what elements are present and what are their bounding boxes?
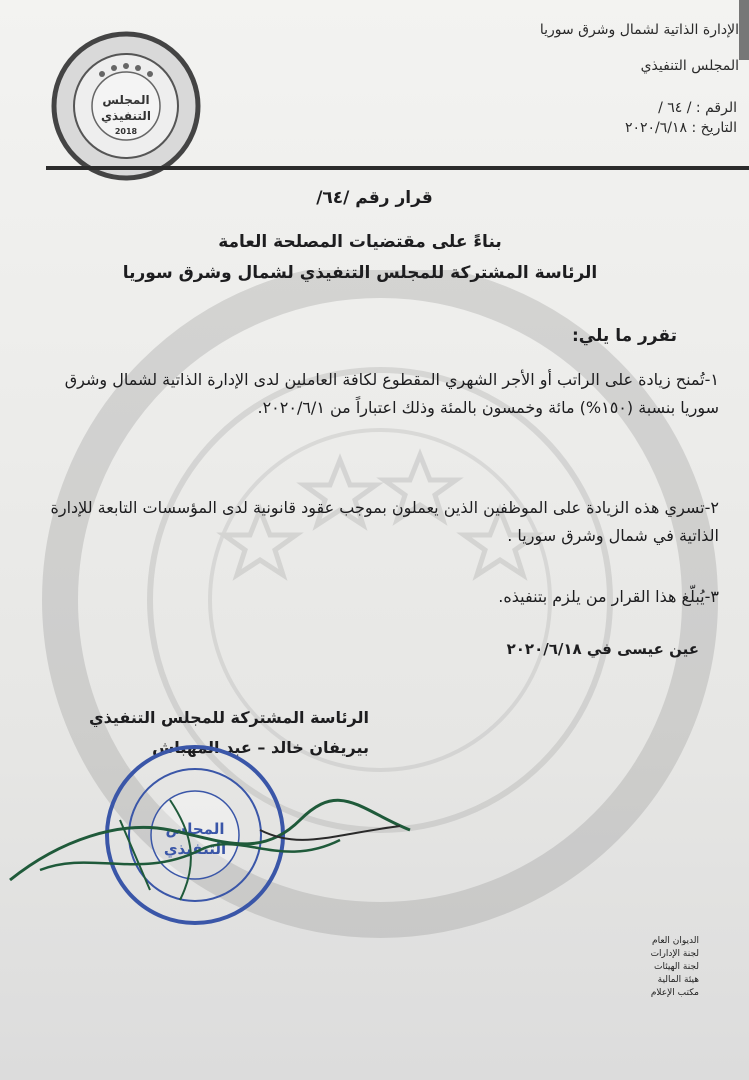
cc-item: لجنة الهيئات xyxy=(654,962,699,972)
seal-top-text-2: التنفيذي xyxy=(101,109,151,123)
decision-issuer: الرئاسة المشتركة للمجلس التنفيذي لشمال وشرق سوريا xyxy=(122,263,598,283)
page-edge-shadow xyxy=(739,0,749,60)
reference-block xyxy=(625,98,737,138)
decision-title: قرار رقم /٦٤/ xyxy=(316,188,433,208)
signatory-names: بيريفان خالد – عبد المهباش xyxy=(152,738,369,757)
letterhead xyxy=(540,22,739,94)
decision-item-1: ١-تُمنح زيادة على الراتب أو الأجر الشهري المقطوع لكافة العاملين لدى الإدارة الذاتية لشمال وشرق سوريا بنسبة (١٥٠%) مائة وخمسون بالمئة وذلك اعتباراً من ٢٠٢٠/٦/١. xyxy=(64,370,719,417)
seal-top-text-1: المجلس xyxy=(102,93,150,107)
document-date: التاريخ : ٢٠٢٠/٦/١٨ xyxy=(624,120,737,136)
stamp-text-2: التنفيذي xyxy=(163,840,227,858)
decision-item-2: ٢-تسري هذه الزيادة على الموظفين الذين يعملون بموجب عقود قانونية لدى المؤسسات التابعة للإدارة الذاتية في شمال وشرق سوريا . xyxy=(50,498,719,545)
place-and-date: عين عيسى في ٢٠٢٠/٦/١٨ xyxy=(506,640,699,658)
signatory-title: الرئاسة المشتركة للمجلس التنفيذي xyxy=(88,708,369,727)
stamp-text-1: المجلس xyxy=(165,820,225,838)
handwritten-signature xyxy=(0,760,420,920)
decides-heading: تقرر ما يلي: xyxy=(571,326,677,346)
cc-item: الديوان العام xyxy=(652,936,699,946)
copy-distribution-list xyxy=(651,935,699,1000)
decision-item-3: ٣-يُبلّغ هذا القرار من يلزم بتنفيذه. xyxy=(498,587,719,606)
seal-top-year: 2018 xyxy=(114,127,138,136)
cc-item: لجنة الإدارات xyxy=(650,949,699,959)
cc-item: مكتب الإعلام xyxy=(650,988,699,998)
header-divider xyxy=(46,166,749,170)
administration-name: الإدارة الذاتية لشمال وشرق سوريا xyxy=(539,22,739,38)
cc-item: هيئة المالية xyxy=(657,975,699,985)
decision-basis: بناءً على مقتضيات المصلحة العامة xyxy=(218,232,502,252)
council-name: المجلس التنفيذي xyxy=(640,58,739,74)
document-number: الرقم : / ٦٤ / xyxy=(658,100,737,116)
council-seal-top xyxy=(50,30,202,182)
